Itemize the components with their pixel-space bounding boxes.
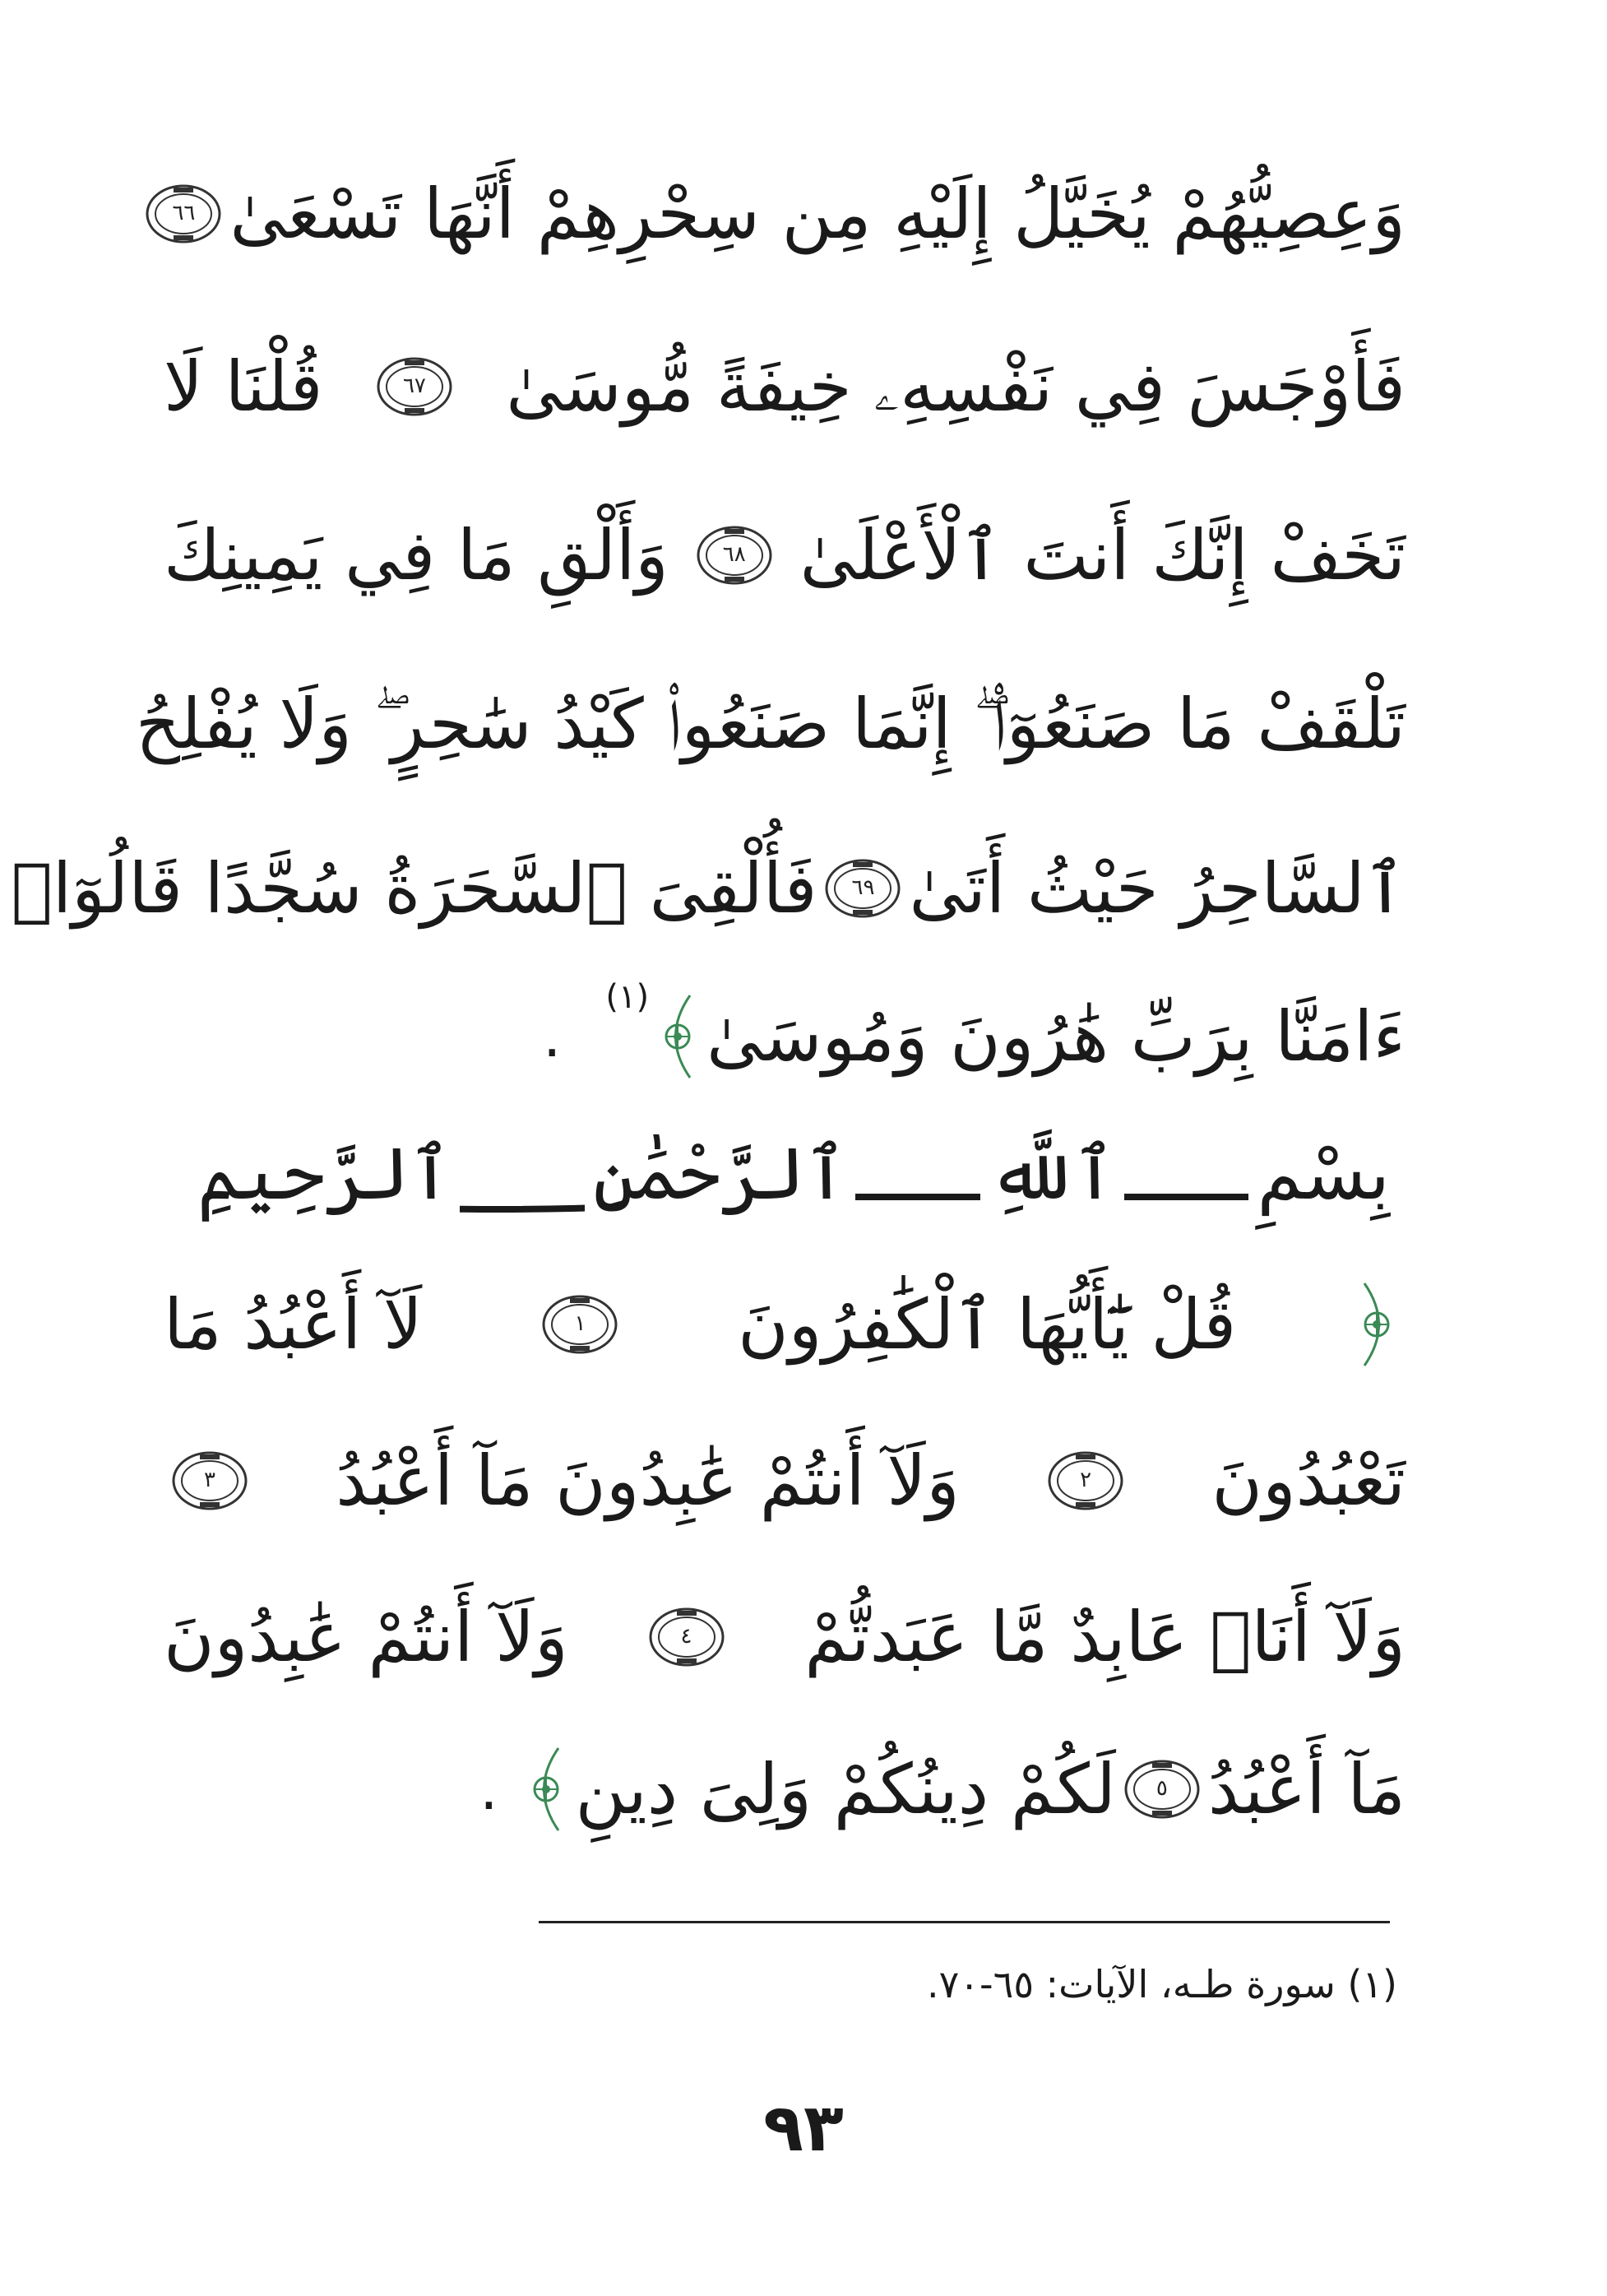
verse-line-1 xyxy=(164,140,1406,288)
ayah-number-marker xyxy=(540,1293,619,1356)
basmala-word: ٱلرَّحِيمِ xyxy=(189,1131,460,1216)
footnote: (١) سورة طـه، الآيات: ٦٥-٧٠. xyxy=(926,1962,1397,2006)
basmala xyxy=(189,1115,1398,1238)
verse-text-continued: وَأَلْقِ مَا فِي يَمِينِكَ xyxy=(164,515,669,596)
verse-text: ٱلسَّاحِرُ حَيْثُ أَتَىٰ xyxy=(909,848,1406,929)
verse-text-continued: قُلْنَا لَا xyxy=(164,346,323,427)
verse-text: قُلْ يَٰٓأَيُّهَا ٱلْكَٰفِرُونَ xyxy=(738,1284,1237,1365)
page-number: ٩٣ xyxy=(763,2090,844,2166)
surah-line-4 xyxy=(164,1715,1406,1863)
verse-text: تَخَفْ إِنَّكَ أَنتَ ٱلْأَعْلَىٰ xyxy=(799,515,1406,596)
ayah-number-marker xyxy=(1123,1758,1202,1821)
basmala-word: بِسْمِ xyxy=(1248,1131,1398,1216)
period: . xyxy=(543,1003,562,1070)
basmala-word: ٱلرَّحْمَٰنِ xyxy=(585,1131,855,1216)
verse-line-3 xyxy=(164,481,1406,629)
verse-text-continued: لَآ أَعْبُدُ مَا xyxy=(164,1284,423,1365)
ayah-number: ٦٩ xyxy=(851,875,875,900)
ayah-number: ٦٧ xyxy=(402,373,426,398)
verse-text: فَأَوْجَسَ فِي نَفْسِهِۦ خِيفَةً مُّوسَىٰ xyxy=(506,346,1406,427)
period: . xyxy=(479,1756,498,1823)
ayah-number-marker xyxy=(823,857,902,920)
ayah-number: ٤ xyxy=(680,1624,692,1649)
verse-text: ءَامَنَّا بِرَبِّ هَٰرُونَ وَمُوسَىٰ xyxy=(706,996,1406,1077)
verse-text-continued: لَكُمْ دِينُكُمْ وَلِىَ دِينِ xyxy=(575,1749,1116,1830)
surah-end-ornament-icon xyxy=(517,1744,575,1834)
verse-text: مَآ أَعْبُدُ xyxy=(1207,1749,1406,1830)
ayah-number-marker xyxy=(1046,1449,1125,1512)
surah-line-1 xyxy=(164,1250,1406,1398)
ayah-number-marker xyxy=(170,1449,249,1512)
ayah-number: ٦٨ xyxy=(722,542,746,567)
verse-line-2 xyxy=(164,313,1406,461)
ayah-number-marker xyxy=(695,524,774,587)
verse-text: وَلَآ أَنَا۠ عَابِدٌ مَّا عَبَدتُّمْ xyxy=(804,1597,1406,1677)
verse-text-continued: وَلَآ أَنتُمْ عَٰبِدُونَ xyxy=(164,1597,568,1677)
verse-text-continued: فَأُلْقِىَ ٱلسَّحَرَةُ سُجَّدًا قَالُوٓا۟ xyxy=(11,848,817,929)
ayah-number: ٣ xyxy=(204,1468,215,1492)
ayah-number: ١ xyxy=(574,1311,586,1336)
ayah-number: ٢ xyxy=(1080,1468,1092,1492)
verse-line-6 xyxy=(164,962,1406,1111)
surah-line-3 xyxy=(164,1563,1406,1711)
ayah-number-marker xyxy=(144,183,223,245)
basmala-text xyxy=(189,1131,1398,1216)
ayah-number: ٦٦ xyxy=(172,201,196,225)
surah-start-ornament-icon xyxy=(1348,1279,1406,1370)
surah-line-2 xyxy=(164,1407,1406,1555)
ayah-number: ٥ xyxy=(1155,1776,1168,1801)
ayah-number-marker xyxy=(375,355,454,418)
footnote-divider xyxy=(539,1921,1390,1923)
verse-line-4 xyxy=(135,650,1406,798)
verse-text: وَعِصِيُّهُمْ يُخَيَّلُ إِلَيْهِ مِن سِحْرِهِمْ أَنَّهَا تَسْعَىٰ xyxy=(229,174,1406,254)
footnote-reference: (١) xyxy=(605,978,650,1016)
verse-text-continued: وَلَآ أَنتُمْ عَٰبِدُونَ مَآ أَعْبُدُ xyxy=(336,1440,960,1521)
ayah-number-marker xyxy=(647,1606,726,1668)
surah-end-ornament-icon xyxy=(649,991,706,1082)
verse-line-5 xyxy=(11,814,1406,962)
basmala-word: ٱللَّهِ xyxy=(980,1131,1124,1216)
verse-text: تَلْقَفْ مَا صَنَعُوٓا۟ ۖ إِنَّمَا صَنَعُوا۟ كَيْدُ سَٰحِرٍ ۖ وَلَا يُفْلِحُ xyxy=(135,684,1406,764)
verse-text: تَعْبُدُونَ xyxy=(1211,1440,1406,1521)
